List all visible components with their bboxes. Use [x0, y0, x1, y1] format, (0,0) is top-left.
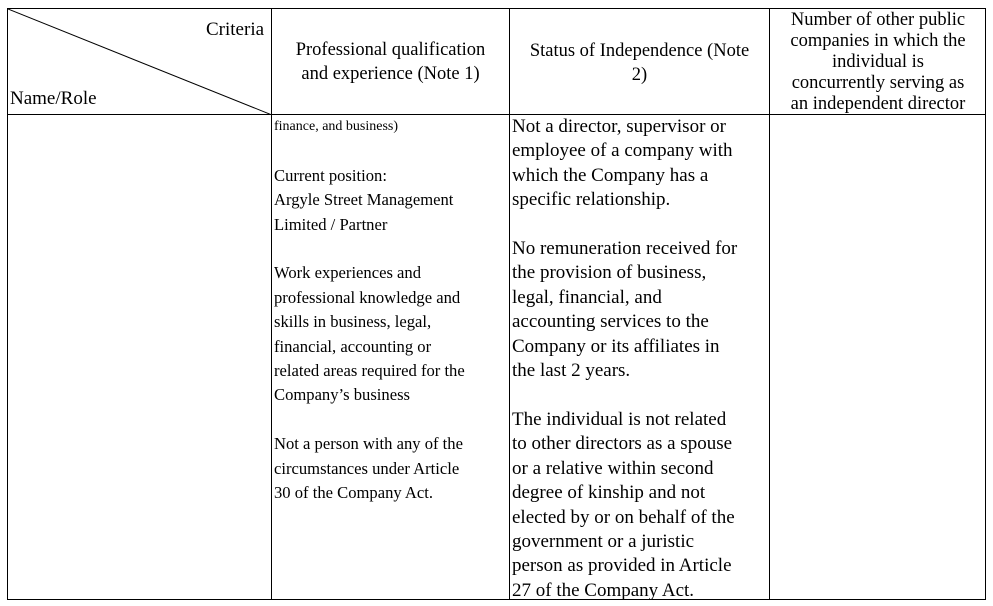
- header-criteria: Criteria: [206, 19, 265, 40]
- column-divider-2: [509, 9, 510, 599]
- cell-other-companies: [773, 119, 777, 137]
- header-name-role: Name/Role: [10, 88, 97, 109]
- header-other-public-companies: Number of other public companies in which the individual is concurrently serving as an independent director: [790, 10, 966, 114]
- cell-name-role: [12, 119, 16, 137]
- header-professional-qualification: Professional qualification and experience (Note 1): [295, 40, 486, 84]
- cell-qualification: finance, and business) Current position: Argyle Street Management Limited / Partner Work experiences and professional knowledge and skills in business, legal, financial, accounting or related areas required for the Company’s business Not a person with any of the circumstances under Article 30 of the Company Act.: [274, 119, 465, 503]
- director-qualification-table: [7, 8, 986, 600]
- cell-independence: Not a director, supervisor or employee of a company with which the Company has a specific relationship. No remuneration received for the provision of business, legal, financial, and accounting services to the Company or its affiliates in the last 2 years. The individual is not related to other directors as a spouse or a relative within second degree of kinship and not elected by or on behalf of the government or a juristic person as provided in Article 27 of the Company Act.: [512, 116, 738, 601]
- header-status-of-independence: Status of Independence (Note 2): [529, 41, 750, 85]
